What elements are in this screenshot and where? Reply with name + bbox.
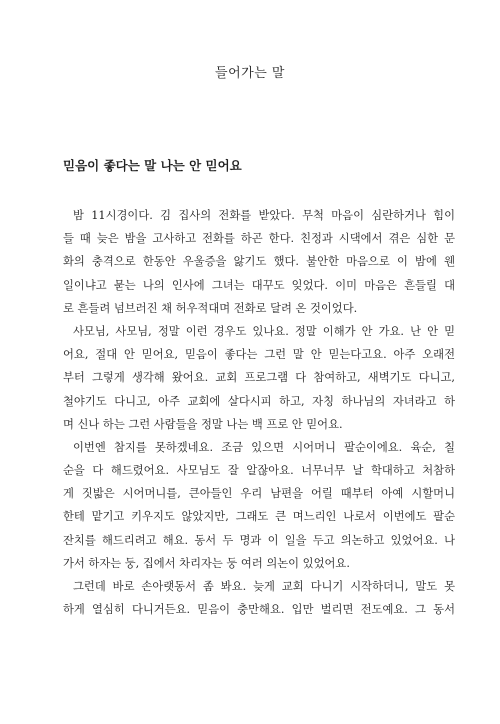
text-line: 로 흔들려 넘브러진 채 허우적대며 전화로 달려 온 것이었다.: [63, 301, 358, 315]
text-line: 게 짓밟은 시어머니를, 큰아들인 우리 남편을 어릴 때부터 아예 시할머니: [63, 487, 455, 501]
text-line: 철야기도 다니고, 아주 교회에 살다시피 하고, 자칭 하나님의 자녀라고 하: [63, 394, 455, 408]
text-line: 며 신나 하는 그런 사람들을 정말 나는 백 프로 안 믿어요.: [63, 417, 343, 431]
chapter-title: 들어가는 말: [215, 66, 285, 81]
text-line: 일이냐고 묻는 나의 인사에 그녀는 대꾸도 잊었다. 이미 마음은 흔들릴 대: [63, 278, 455, 292]
text-line: 그런데 바로 손아랫동서 좀 봐요. 늦게 교회 다니기 시작하더니, 말도 못: [73, 580, 455, 593]
text-line: 사모님, 사모님, 정말 이런 경우도 있나요. 정말 이해가 안 가요. 난 안 믿: [73, 324, 455, 338]
text-line: 화의 충격으로 한동안 우울증을 앓기도 했다. 불안한 마음으로 이 밤에 웬: [63, 255, 455, 269]
text-line: 이번엔 참지를 못하겠네요. 조금 있으면 시어머니 팔순이에요. 육순, 칠: [73, 440, 455, 454]
body-text: [63, 204, 455, 621]
text-line: 들 때 늦은 밤을 고사하고 전화를 하곤 한다. 친정과 시댁에서 겪은 심한 문: [63, 232, 455, 246]
text-line: 한테 맡기고 키우지도 않았지만, 그래도 큰 며느리인 나로서 이번에도 팔순: [63, 510, 455, 524]
text-line: 가서 하자는 둥, 집에서 차리자는 둥 여러 의논이 있었어요.: [63, 556, 350, 570]
text-line: 어요, 절대 안 믿어요, 믿음이 좋다는 그런 말 안 믿는다고요. 아주 오래전: [63, 348, 455, 362]
text-line: 부터 그렇게 생각해 왔어요. 교회 프로그램 다 참여하고, 새벽기도 다니고,: [63, 371, 455, 385]
text-line: 하게 열심히 다니거든요. 믿음이 충만해요. 입만 벌리면 전도예요. 그 동서: [63, 603, 455, 617]
text-line: 순을 다 해드렸어요. 사모님도 잘 알잖아요. 너무너무 날 학대하고 처참하: [63, 464, 455, 478]
section-heading: 믿음이 좋다는 말 나는 안 믿어요: [63, 158, 242, 173]
text-line: 잔치를 해드리려고 해요. 동서 두 명과 이 일을 두고 의논하고 있었어요. 나: [63, 533, 455, 547]
text-line: 밤 11시경이다. 김 집사의 전화를 받았다. 무척 마음이 심란하거나 힘이: [73, 209, 455, 222]
